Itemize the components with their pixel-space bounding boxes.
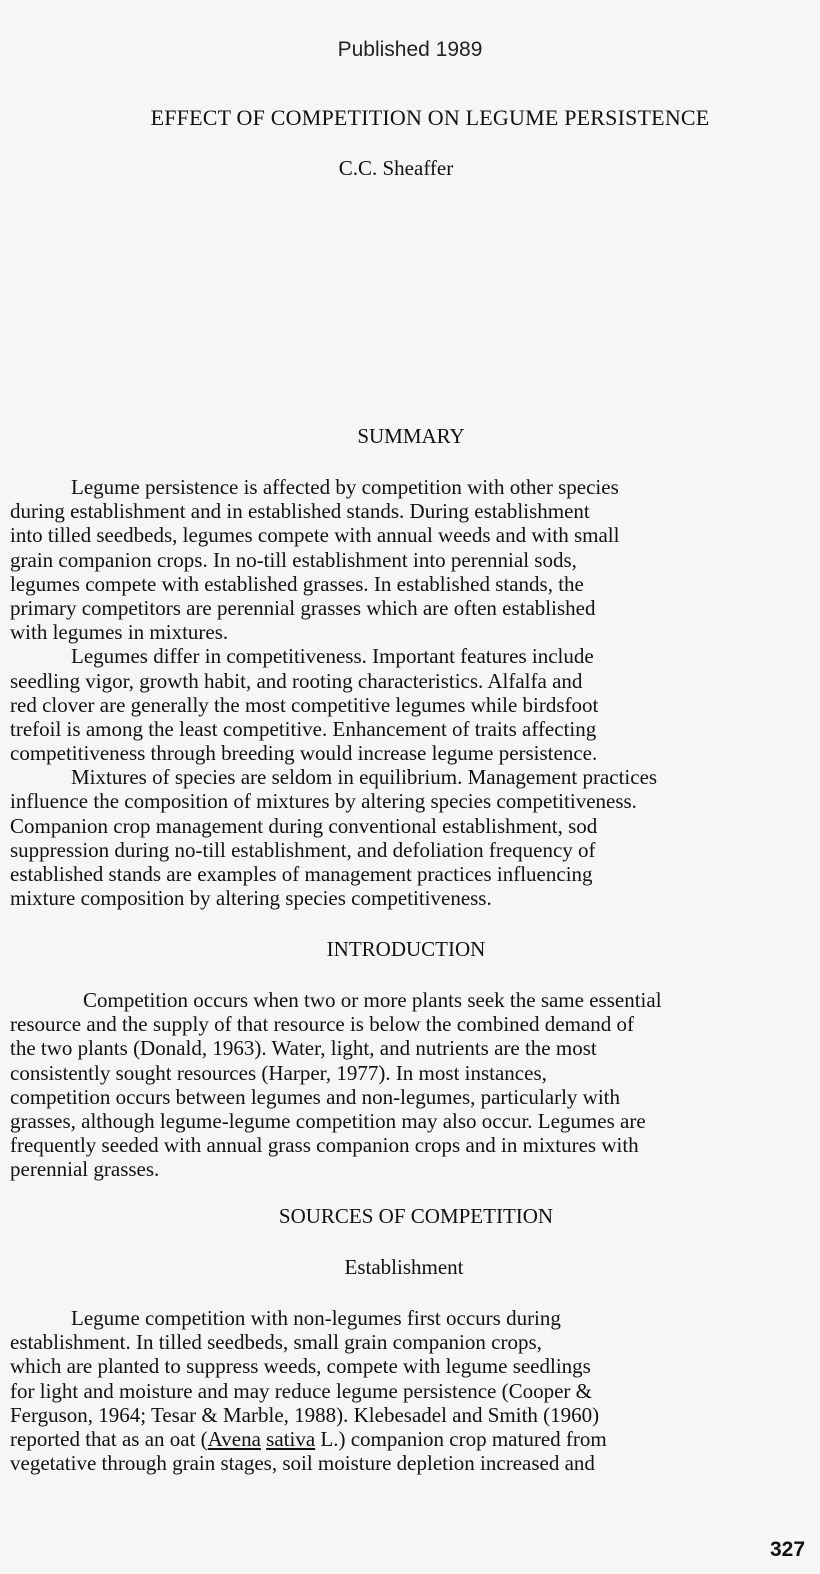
sources-heading: SOURCES OF COMPETITION [278, 1204, 554, 1228]
summary-heading: SUMMARY [357, 424, 465, 448]
species-name: sativa [266, 1426, 316, 1451]
text-line: which are planted to suppress weeds, compete with legume seedlings [10, 1354, 591, 1379]
text-line: red clover are generally the most competitive legumes while birdsfoot [10, 692, 599, 717]
text-line: during establishment and in established stands. During establishment [10, 499, 590, 524]
summary-text [10, 475, 810, 910]
genus-name: Avena [207, 1426, 261, 1451]
text-line: legumes compete with established grasses. In established stands, the [10, 571, 584, 596]
introduction-heading: INTRODUCTION [326, 937, 486, 961]
text-line: Legumes differ in competitiveness. Important features include [71, 644, 594, 669]
author-name: C.C. Sheaffer [338, 156, 454, 180]
text-line: Mixtures of species are seldom in equilibrium. Management practices [71, 765, 658, 790]
introduction-text [10, 988, 810, 1182]
text-line: suppression during no-till establishment, and defoliation frequency of [10, 837, 596, 862]
text-line: resource and the supply of that resource is below the combined demand of [10, 1012, 634, 1037]
text-fragment: L.) companion crop matured from [315, 1426, 607, 1451]
text-line: mixture composition by altering species competitiveness. [10, 886, 492, 911]
text-line: into tilled seedbeds, legumes compete with annual weeds and with small [10, 523, 620, 548]
text-fragment: reported that as an oat ( [10, 1426, 208, 1451]
text-line: seedling vigor, growth habit, and rooting characteristics. Alfalfa and [10, 668, 583, 693]
publication-year: Published 1989 [337, 38, 483, 61]
text-line: consistently sought resources (Harper, 1977). In most instances, [10, 1060, 547, 1085]
text-line-with-species [10, 1427, 810, 1451]
text-line: primary competitors are perennial grasses which are often established [10, 595, 596, 620]
text-line: the two plants (Donald, 1963). Water, light, and nutrients are the most [10, 1036, 597, 1061]
page-number: 327 [770, 1538, 806, 1561]
text-line: influence the composition of mixtures by altering species competitiveness. [10, 789, 637, 814]
text-line: Ferguson, 1964; Tesar & Marble, 1988). Klebesadel and Smith (1960) [10, 1402, 600, 1427]
text-line: for light and moisture and may reduce legume persistence (Cooper & [10, 1378, 592, 1403]
text-line: Legume persistence is affected by competition with other species [71, 475, 619, 499]
establishment-text [10, 1306, 810, 1475]
text-line: Legume competition with non-legumes first occurs during [71, 1306, 561, 1330]
text-line: perennial grasses. [10, 1157, 160, 1182]
text-line: grain companion crops. In no-till establishment into perennial sods, [10, 547, 577, 572]
establishment-subheading: Establishment [344, 1255, 464, 1279]
text-line: grasses, although legume-legume competition may also occur. Legumes are [10, 1108, 646, 1133]
text-line: frequently seeded with annual grass companion crops and in mixtures with [10, 1133, 639, 1158]
text-line: competition occurs between legumes and non-legumes, particularly with [10, 1084, 620, 1109]
text-line: Competition occurs when two or more plants seek the same essential [83, 988, 662, 1012]
text-line: trefoil is among the least competitive. Enhancement of traits affecting [10, 716, 597, 741]
text-line: established stands are examples of management practices influencing [10, 862, 593, 886]
text-line: vegetative through grain stages, soil moisture depletion increased and [10, 1451, 595, 1476]
paper-title: EFFECT OF COMPETITION ON LEGUME PERSISTENCE [150, 105, 710, 130]
text-line: establishment. In tilled seedbeds, small grain companion crops, [10, 1330, 542, 1355]
text-line: Companion crop management during conventional establishment, sod [10, 813, 598, 838]
text-line: with legumes in mixtures. [10, 620, 229, 645]
text-line: competitiveness through breeding would increase legume persistence. [10, 741, 598, 766]
